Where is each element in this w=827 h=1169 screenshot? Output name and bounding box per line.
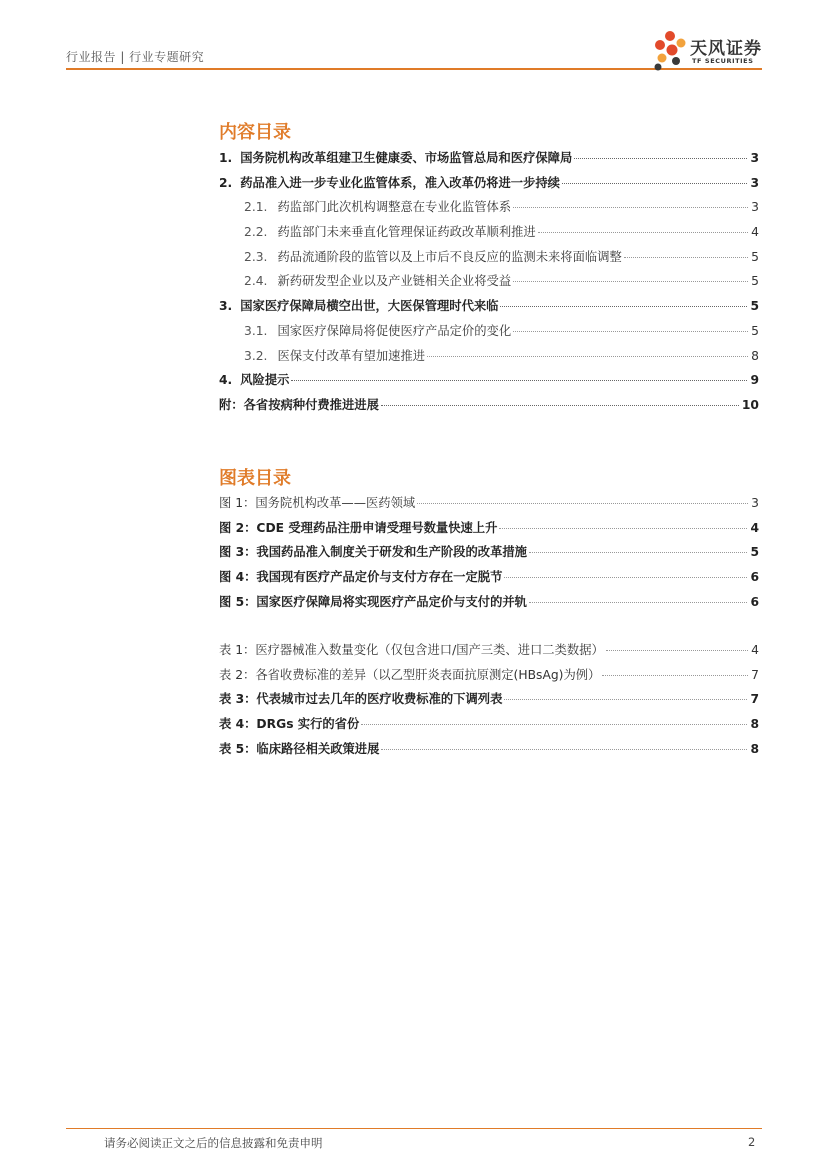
dot-leader (562, 183, 747, 184)
figure-entry-label: 图 2：CDE 受理药品注册申请受理号数量快速上升 (219, 520, 498, 535)
table-entry-label: 表 1：医疗器械准入数量变化（仅包含进口/国产三类、进口二类数据） (219, 643, 604, 657)
toc-list (219, 148, 759, 420)
dot-leader (529, 552, 747, 553)
toc-entry-page: 3 (751, 200, 759, 215)
table-entry-page: 8 (750, 741, 759, 756)
toc-entry[interactable] (219, 346, 759, 371)
toc-entry-label: 风险提示 (240, 373, 290, 388)
dot-leader (529, 602, 747, 603)
figure-entry[interactable] (219, 542, 759, 567)
toc-entry[interactable] (219, 395, 759, 420)
toc-entry-number: 2. (219, 175, 233, 190)
dot-leader (417, 503, 748, 504)
figure-entry-page: 4 (750, 520, 759, 535)
toc-entry-page: 10 (741, 397, 759, 412)
toc-entry-number: 1. (219, 151, 233, 165)
figure-entry-page: 6 (750, 570, 759, 585)
figure-entry-label: 图 1：国务院机构改革——医药领域 (219, 496, 416, 510)
toc-entry-page: 8 (751, 348, 759, 363)
figure-entry[interactable] (219, 567, 759, 592)
toc-entry-number: 3.1. (244, 323, 268, 338)
dot-leader (538, 232, 748, 233)
toc-entry-page: 3 (750, 175, 759, 190)
figures-title: 图表目录 (219, 468, 291, 489)
logo-mark-icon (650, 28, 690, 72)
figure-entry-label: 图 5：国家医疗保障局将实现医疗产品定价与支付的并轨 (219, 594, 527, 609)
footer-disclaimer: 请务必阅读正文之后的信息披露和免责申明 (104, 1136, 323, 1150)
dot-leader (499, 528, 747, 529)
toc-entry-label: 药监部门此次机构调整意在专业化监管体系 (277, 200, 512, 215)
toc-entry-label: 新药研发型企业以及产业链相关企业将受益 (277, 274, 512, 289)
toc-entry-number: 3.2. (244, 348, 268, 363)
toc-entry[interactable] (219, 271, 759, 296)
figure-entry[interactable] (219, 493, 759, 518)
toc-entry-number: 2.3. (244, 249, 268, 264)
footer-divider (66, 1128, 762, 1129)
toc-entry[interactable] (219, 222, 759, 247)
table-entry[interactable] (219, 714, 759, 739)
header-breadcrumb: 行业报告 | 行业专题研究 (66, 50, 205, 64)
table-entry-label: 表 4：DRGs 实行的省份 (219, 717, 360, 732)
logo-text-cn: 天风证券 (690, 39, 762, 59)
table-entry-label: 表 3：代表城市过去几年的医疗收费标准的下调列表 (219, 692, 503, 707)
table-entry[interactable] (219, 640, 759, 665)
table-entry-page: 4 (751, 643, 759, 657)
dot-leader (602, 675, 748, 676)
toc-entry-number: 2.4. (244, 274, 268, 289)
toc-entry-number: 2.1. (244, 200, 268, 215)
figure-entry[interactable] (219, 592, 759, 617)
toc-entry[interactable] (219, 370, 759, 395)
dot-leader (291, 380, 747, 381)
dot-leader (504, 577, 747, 578)
dot-leader (606, 650, 748, 651)
dot-leader (513, 331, 748, 332)
toc-entry[interactable] (219, 148, 759, 173)
figure-entry-page: 5 (750, 545, 759, 560)
dot-leader (574, 158, 747, 159)
toc-entry[interactable] (219, 173, 759, 198)
toc-entry-label: 国家医疗保障局将促使医疗产品定价的变化 (277, 323, 512, 338)
toc-entry-page: 5 (750, 299, 759, 314)
table-entry-page: 7 (750, 692, 759, 707)
company-logo (650, 28, 765, 72)
toc-entry-label: 药品流通阶段的监管以及上市后不良反应的监测未来将面临调整 (277, 249, 622, 264)
dot-leader (427, 356, 748, 357)
figures-list (219, 493, 759, 616)
dot-leader (513, 207, 748, 208)
toc-entry-page: 5 (751, 323, 759, 338)
toc-title: 内容目录 (219, 122, 291, 143)
toc-entry-number: 3. (219, 299, 233, 314)
dot-leader (624, 257, 748, 258)
toc-entry-label: 医保支付改革有望加速推进 (277, 348, 426, 363)
toc-entry-label: 附：各省按病种付费推进进展 (219, 397, 379, 412)
toc-entry[interactable] (219, 321, 759, 346)
toc-entry-page: 5 (751, 274, 759, 289)
toc-entry[interactable] (219, 296, 759, 321)
dot-leader (381, 749, 747, 750)
dot-leader (500, 306, 747, 307)
toc-entry[interactable] (219, 247, 759, 272)
toc-entry-label: 国家医疗保障局横空出世，大医保管理时代来临 (240, 299, 499, 314)
toc-entry-page: 9 (750, 373, 759, 388)
dot-leader (513, 281, 748, 282)
table-entry-label: 表 2：各省收费标准的差异（以乙型肝炎表面抗原测定(HBsAg)为例） (219, 667, 601, 682)
figure-entry-page: 6 (750, 594, 759, 609)
toc-entry-label: 药品准入进一步专业化监管体系，准入改革仍将进一步持续 (240, 175, 560, 190)
toc-entry-page: 4 (751, 225, 759, 240)
table-entry[interactable] (219, 665, 759, 690)
dot-leader (504, 699, 747, 700)
toc-entry-page: 5 (751, 249, 759, 264)
table-entry-page: 8 (750, 717, 759, 732)
toc-entry[interactable] (219, 197, 759, 222)
toc-entry-label: 国务院机构改革组建卫生健康委、市场监管总局和医疗保障局 (240, 151, 573, 165)
table-entry[interactable] (219, 739, 759, 764)
table-entry-label: 表 5：临床路径相关政策进展 (219, 741, 380, 756)
toc-entry-page: 3 (750, 151, 759, 165)
page-number: 2 (748, 1135, 756, 1149)
figure-entry-label: 图 4：我国现有医疗产品定价与支付方存在一定脱节 (219, 570, 503, 585)
figure-entry[interactable] (219, 518, 759, 543)
tables-list (219, 640, 759, 763)
figure-entry-label: 图 3：我国药品准入制度关于研发和生产阶段的改革措施 (219, 545, 527, 560)
toc-entry-label: 药监部门未来垂直化管理保证药政改革顺利推进 (277, 225, 536, 240)
toc-entry-number: 2.2. (244, 225, 268, 240)
dot-leader (361, 724, 747, 725)
logo-text-en: TF SECURITIES (692, 57, 754, 65)
table-entry[interactable] (219, 689, 759, 714)
table-entry-page: 7 (751, 667, 759, 682)
dot-leader (381, 405, 739, 406)
figure-entry-page: 3 (751, 496, 759, 510)
toc-entry-number: 4. (219, 373, 233, 388)
